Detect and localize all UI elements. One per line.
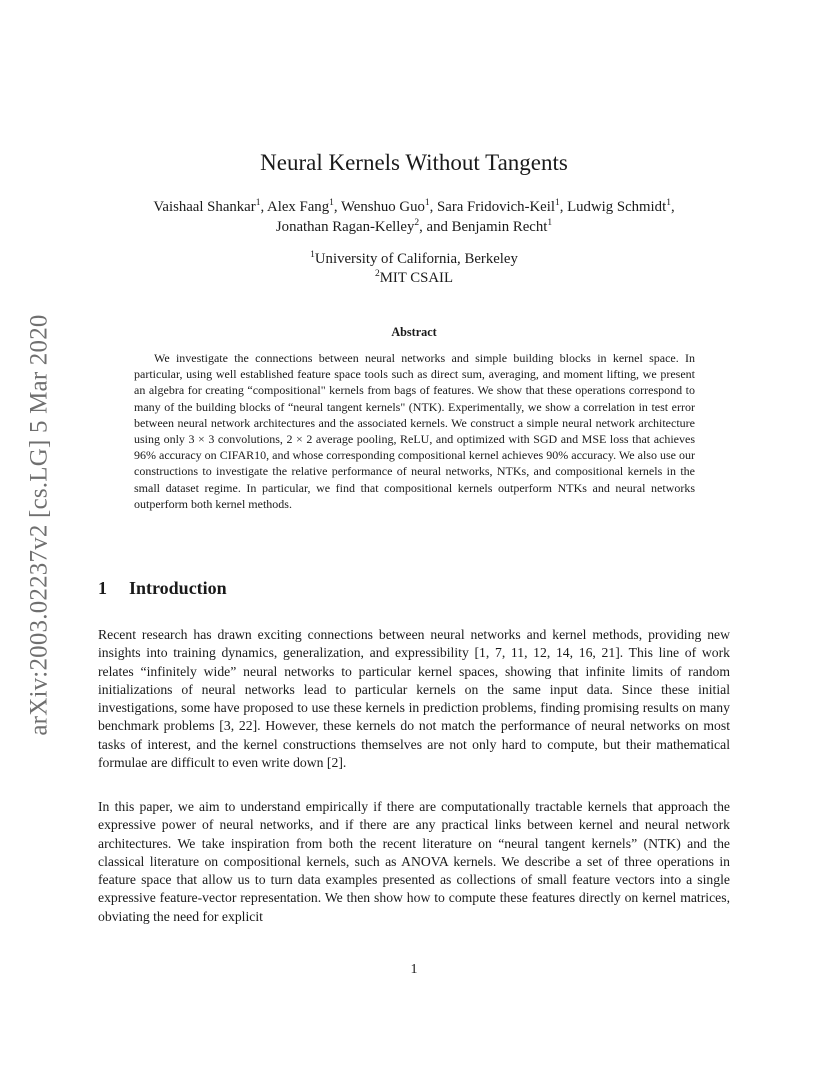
author-separator: , (670, 199, 675, 215)
author-name: Wenshuo Guo (340, 199, 425, 215)
author-name: Alex Fang (267, 199, 330, 215)
author-name: Vaishaal Shankar (153, 199, 256, 215)
affiliation-line (98, 269, 730, 288)
section-title: Introduction (129, 578, 227, 598)
section-number: 1 (98, 578, 107, 598)
author-affiliation-mark: 1 (666, 198, 671, 208)
arxiv-identifier-stamp (20, 290, 60, 760)
author-separator: , and (419, 219, 452, 235)
author-affiliation-mark: 1 (424, 198, 430, 208)
affiliation-name: MIT CSAIL (379, 270, 454, 286)
author-name: Jonathan Ragan-Kelley (275, 219, 415, 235)
affiliation-name: University of California, Berkeley (314, 251, 518, 267)
author-affiliation-mark: 1 (554, 198, 560, 208)
affiliation-mark: 2 (374, 269, 380, 279)
author-affiliation-mark: 1 (547, 218, 553, 228)
author-separator: , (333, 199, 341, 215)
page-number: 1 (410, 962, 418, 977)
author-affiliation-mark: 2 (414, 218, 420, 228)
author-affiliation-mark: 1 (329, 198, 334, 208)
affiliation-mark: 1 (310, 250, 315, 260)
author-list (98, 197, 730, 237)
author-affiliation-mark: 1 (255, 198, 261, 208)
affiliation-line (98, 250, 730, 269)
body-paragraph: In this paper, we aim to understand empirically if there are computationally tractable kernels that approach the expressive power of neural networks, and if there are any practical links between kernel and neural network architectures. We take inspiration from both the recent literature on “neural tangent kernels” (NTK) and the classical literature on compositional kernels, such as ANOVA kernels. We describe a set of three operations in feature space that allow us to turn data examples presented as collections of small feature vectors into a single expressive feature-vector representation. We then show how to compute these features directly on kernel matrices, obviating the need for explicit (98, 799, 730, 924)
paper-title: Neural Kernels Without Tangents (260, 150, 568, 175)
author-separator: , (260, 199, 268, 215)
author-separator: , (429, 199, 438, 215)
affiliation-list (98, 250, 730, 288)
author-separator: , (559, 199, 568, 215)
author-name: Benjamin Recht (451, 219, 548, 235)
abstract-text: We investigate the connections between neural networks and simple building blocks in kernel space. In particular, using well established feature space tools such as direct sum, averaging, and moment lifting, we present an algebra for creating “compositional" kernels from bags of features. We show that these operations correspond to many of the building blocks of “neural tangent kernels" (NTK). Experimentally, we show a correlation in test error between neural network architectures and the associated kernels. We construct a simple neural network architecture using only 3 × 3 convolutions, 2 × 2 average pooling, ReLU, and optimized with SGD and MSE loss that achieves 96% accuracy on CIFAR10, and whose corresponding compositional kernel achieves 90% accuracy. We also use our constructions to investigate the relative performance of neural networks, NTKs, and compositional kernels in the small dataset regime. In particular, we find that compositional kernels outperform NTKs and neural networks outperform both kernel methods. (134, 351, 695, 511)
author-name: Sara Fridovich-Keil (437, 199, 555, 215)
section-heading-introduction (98, 578, 227, 599)
arxiv-identifier-text: arXiv:2003.02237v2 [cs.LG] 5 Mar 2020 (26, 314, 53, 736)
abstract-heading: Abstract (391, 325, 437, 339)
body-paragraph: Recent research has drawn exciting connections between neural networks and kernel methods, providing new insights into training dynamics, generalization, and expressibility [1, 7, 11, 12, 14, 16, 21]. This line of work relates “infinitely wide” neural networks to particular kernel spaces, showing that infinite limits of random initializations of neural networks lead to particular kernels on the same input data. Since these initial investigations, some have proposed to use these kernels in prediction problems, finding promising results on many benchmark problems [3, 22]. However, these kernels do not match the performance of neural networks on most tasks of interest, and the kernel constructions themselves are not only hard to compute, but their mathematical formulae are difficult to even write down [2]. (98, 627, 730, 771)
author-name: Ludwig Schmidt (567, 199, 667, 215)
